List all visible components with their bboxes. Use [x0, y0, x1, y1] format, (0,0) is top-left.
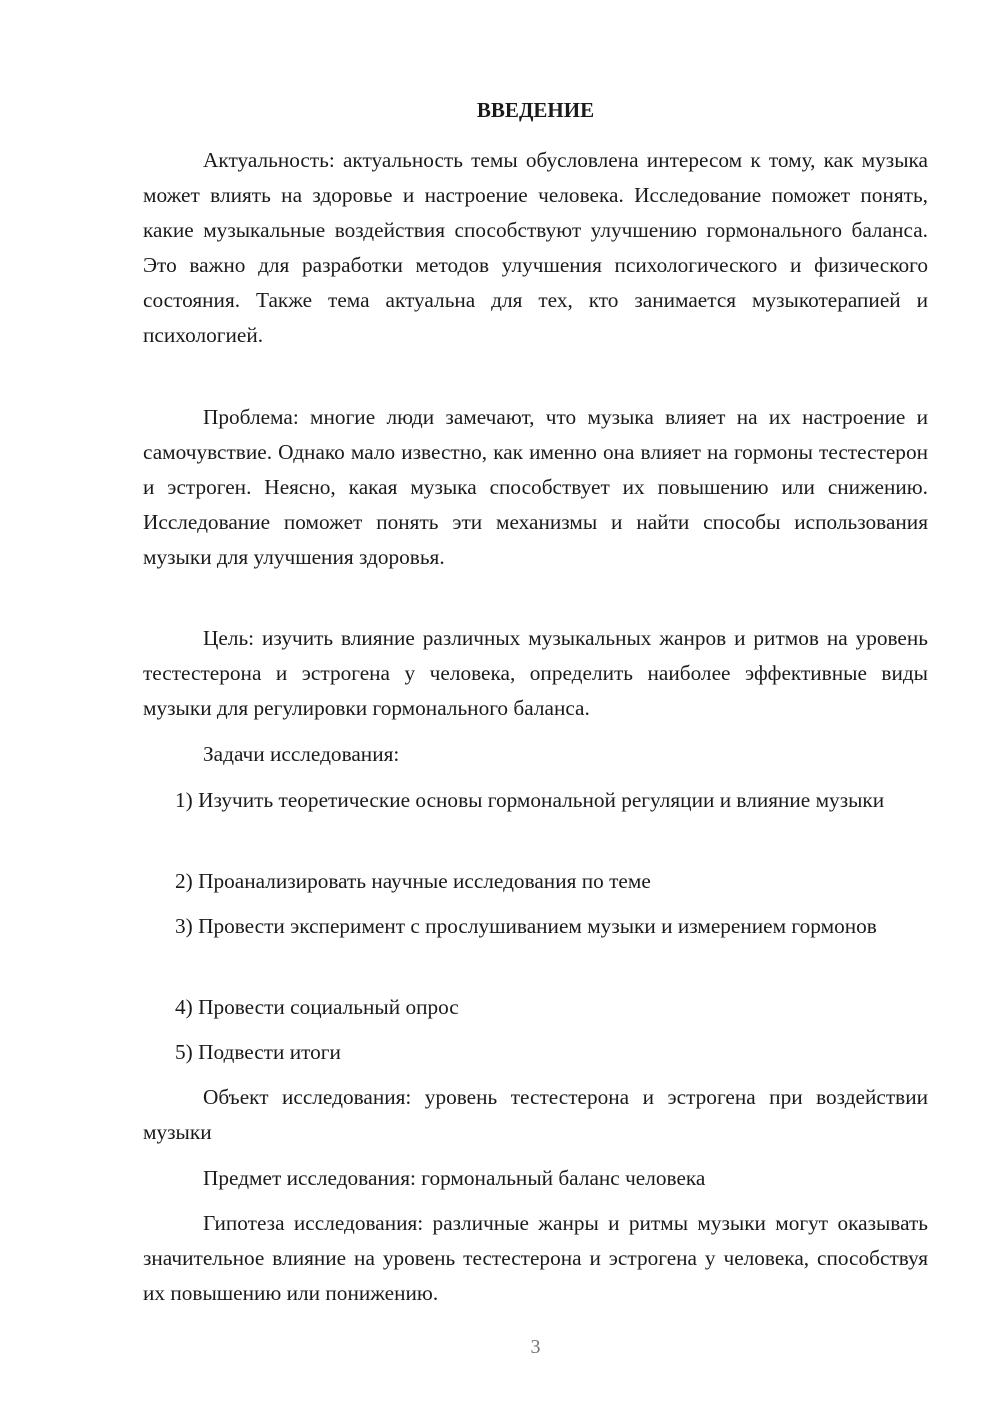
goal-paragraph: Цель: изучить влияние различных музыкальных жанров и ритмов на уровень тестестерона и эстрогена у человека, определить наиболее эффективные виды музыки для регулировки гормонального баланса. — [143, 626, 928, 720]
hypothesis-paragraph: Гипотеза исследования: различные жанры и ритмы музыки могут оказывать значительное влияние на уровень тестестерона и эстрогена у человека, способствуя их повышению или понижению. — [143, 1211, 928, 1305]
task-item-1: 1) Изучить теоретические основы гормональной регуляции и влияние музыки — [175, 788, 885, 812]
tasks-heading: Задачи исследования: — [203, 742, 400, 766]
task-item-5: 5) Подвести итоги — [175, 1040, 341, 1064]
relevance-paragraph: Актуальность: актуальность темы обусловлена интересом к тому, как музыка может влиять на здоровье и настроение человека. Исследование поможет понять, какие музыкальные воздействия способствуют улучшению гормонального баланса. Это важно для разработки методов улучшения психологического и физического состояния. Также тема актуальна для тех, кто занимается музыкотерапией и психологией. — [143, 148, 928, 347]
task-item-4: 4) Провести социальный опрос — [175, 995, 459, 1019]
object-paragraph: Объект исследования: уровень тестестерона и эстрогена при воздействии музыки — [143, 1085, 928, 1144]
task-item-3: 3) Провести эксперимент с прослушиванием музыки и измерением гормонов — [175, 914, 877, 938]
section-title: ВВЕДЕНИЕ — [476, 98, 595, 122]
task-item-2: 2) Проанализировать научные исследования по теме — [175, 869, 651, 893]
subject-paragraph: Предмет исследования: гормональный баланс человека — [203, 1166, 706, 1190]
problem-paragraph: Проблема: многие люди замечают, что музыка влияет на их настроение и самочувствие. Однако мало известно, как именно она влияет на гормоны тестестерон и эстроген. Неясно, какая музыка способствует их повышению или снижению. Исследование поможет понять эти механизмы и найти способы использования музыки для улучшения здоровья. — [143, 405, 928, 569]
page-number: 3 — [530, 1336, 541, 1358]
